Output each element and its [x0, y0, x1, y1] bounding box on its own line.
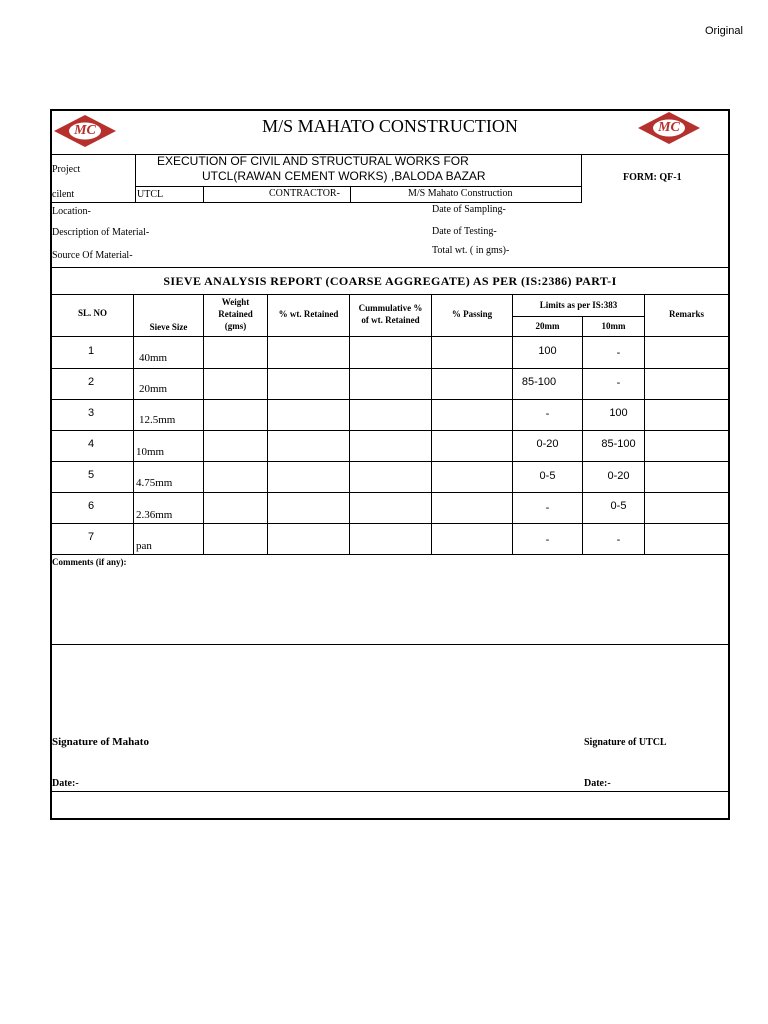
signature-mahato-label: Signature of Mahato [52, 736, 149, 748]
row-limit-10mm: 85-100 [601, 438, 636, 450]
source-label: Source Of Material- [52, 250, 133, 261]
row-limit-10mm: 0-5 [610, 500, 627, 512]
description-label: Description of Material- [52, 227, 150, 238]
row-limit-10mm: - [616, 534, 621, 546]
row-sl-number: 5 [88, 469, 95, 481]
header-limits: Limits as per IS:383 [539, 300, 618, 310]
company-title: M/S MAHATO CONSTRUCTION [262, 116, 518, 136]
row-sieve-size: 12.5mm [139, 414, 176, 426]
date-right-label: Date:- [584, 778, 611, 789]
header-limit-10mm: 10mm [601, 321, 626, 331]
logo-text: MC [74, 123, 96, 138]
client-label: cilent [52, 189, 75, 200]
company-logo-right [637, 111, 701, 145]
project-label: Project [52, 164, 81, 175]
row-limit-20mm: - [545, 408, 550, 420]
form-number: FORM: QF-1 [623, 172, 682, 183]
date-sampling-label: Date of Sampling- [432, 204, 506, 215]
company-logo-left [53, 114, 117, 148]
row-limit-20mm: 100 [538, 345, 557, 357]
date-testing-label: Date of Testing- [432, 226, 497, 237]
total-wt-label: Total wt. ( in gms)- [432, 245, 510, 256]
row-sl-number: 1 [88, 345, 95, 357]
logo-text: MC [658, 120, 680, 135]
row-sieve-size: 4.75mm [136, 477, 173, 489]
watermark-label: Original [705, 25, 743, 37]
row-limit-10mm: 0-20 [607, 470, 630, 482]
comments-label: Comments (if any): [52, 557, 127, 567]
header-sl-no: SL. NO [77, 308, 107, 318]
header-cumulative-2: of wt. Retained [361, 315, 420, 325]
header-cumulative-1: Cummulative % [358, 303, 423, 313]
report-title: SIEVE ANALYSIS REPORT (COARSE AGGREGATE) AS PER (IS:2386) PART-I [163, 274, 617, 288]
row-sl-number: 3 [88, 407, 95, 419]
row-sl-number: 4 [88, 438, 95, 450]
date-left-label: Date:- [52, 778, 79, 789]
header-limit-20mm: 20mm [535, 321, 560, 331]
row-sieve-size: 10mm [136, 446, 165, 458]
project-line-2: UTCL(RAWAN CEMENT WORKS) ,BALODA BAZAR [202, 169, 486, 183]
header-passing: % Passing [451, 309, 493, 319]
row-limit-10mm: - [616, 377, 621, 389]
row-sieve-size: 2.36mm [136, 509, 173, 521]
contractor-value: M/S Mahato Construction [408, 188, 513, 199]
row-sieve-size: pan [136, 540, 152, 552]
row-sieve-size: 20mm [139, 383, 168, 395]
header-weight-2: Retained [218, 309, 253, 319]
row-limit-20mm: 0-20 [536, 438, 559, 450]
row-limit-10mm: - [616, 347, 621, 359]
row-sl-number: 6 [88, 500, 95, 512]
project-line-1: EXECUTION OF CIVIL AND STRUCTURAL WORKS FOR [157, 154, 469, 168]
row-limit-20mm: - [545, 534, 550, 546]
header-weight-1: Weight [221, 297, 250, 307]
row-limit-20mm: 0-5 [539, 470, 556, 482]
header-pct-retained: % wt. Retained [278, 309, 339, 319]
row-limit-10mm: 100 [609, 407, 628, 419]
location-label: Location- [52, 206, 91, 217]
row-limit-20mm: 85-100 [521, 376, 557, 388]
header-remarks: Remarks [669, 309, 704, 319]
header-weight-3: (gms) [224, 321, 247, 331]
client-value: UTCL [137, 189, 164, 200]
row-limit-20mm: - [545, 502, 550, 514]
row-sl-number: 7 [88, 531, 95, 543]
signature-utcl-label: Signature of UTCL [584, 737, 667, 748]
contractor-label: CONTRACTOR- [269, 188, 340, 199]
row-sieve-size: 40mm [139, 352, 168, 364]
header-sieve-size: Sieve Size [149, 322, 188, 332]
row-sl-number: 2 [88, 376, 95, 388]
